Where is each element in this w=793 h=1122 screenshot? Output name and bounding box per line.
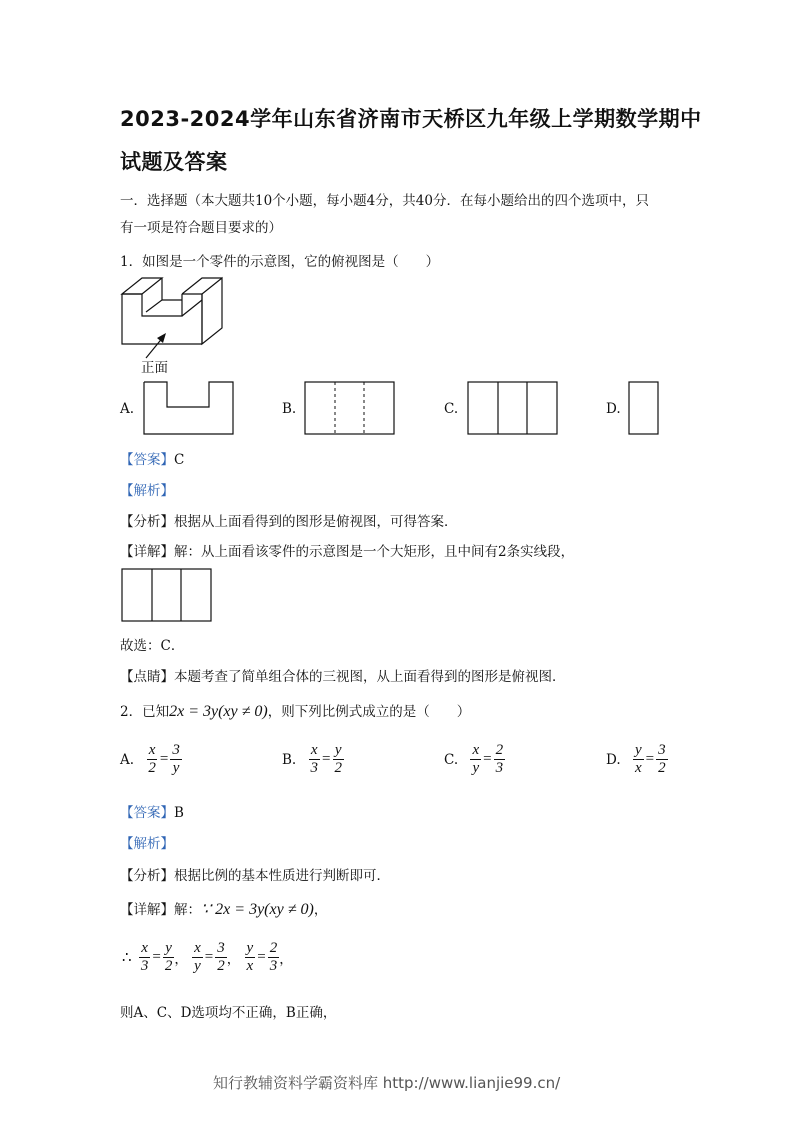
- option-c-label: C.: [444, 401, 459, 417]
- footer-watermark: 知行教辅资料学霸资料库 http://www.lianjie99.cn/: [213, 1074, 561, 1092]
- option-a-label: A.: [120, 401, 135, 417]
- q1-choice: 故选：C．: [120, 638, 185, 654]
- xiangjie-text: 解：从上面看该零件的示意图是一个大矩形，且中间有2条实线段，: [174, 544, 575, 560]
- fenxi-tag: 【分析】: [120, 514, 174, 530]
- page-title-continued: 试题及答案: [120, 150, 228, 174]
- q2-option-c: C. $\frac{x}{y}$ = $\frac{2}{3}$: [444, 742, 504, 776]
- option-label: D.: [606, 751, 621, 768]
- front-label: 正面: [141, 360, 168, 376]
- q2-analysis-tag: 【解析】: [120, 836, 174, 852]
- therefore-symbol: ∴: [122, 950, 132, 966]
- stem-prefix: 2．已知: [120, 704, 170, 720]
- fraction: $\frac{3}{2}$: [217, 940, 225, 974]
- option-d-label: D.: [606, 401, 621, 417]
- xiangjie-tag: 【详解】: [120, 902, 174, 918]
- fenxi-text: 根据比例的基本性质进行判断即可．: [174, 868, 390, 884]
- dianjing-text: 本题考查了简单组合体的三视图，从上面看得到的图形是俯视图．: [174, 669, 566, 685]
- option-d-figure: [628, 381, 660, 436]
- fraction: $\frac{x}{y}$: [194, 940, 201, 974]
- fraction: $\frac{y}{x}$: [246, 940, 254, 974]
- option-label: C.: [444, 751, 459, 768]
- question-1-stem: 1．如图是一个零件的示意图，它的俯视图是（ ）: [120, 254, 440, 270]
- fraction-left: $\frac{x}{3}$: [310, 742, 319, 776]
- dianjing-tag: 【点睛】: [120, 669, 174, 685]
- xiangjie-suffix: ，: [313, 902, 328, 918]
- part-diagram: [118, 276, 233, 356]
- stem-suffix: ，则下列比例式成立的是（ ）: [267, 704, 471, 720]
- option-b-figure: [304, 381, 396, 436]
- answer-value: B: [174, 805, 184, 821]
- section-heading-continued: 有一项是符合题目要求的）: [120, 220, 282, 236]
- fraction: $\frac{2}{3}$: [269, 940, 278, 974]
- q1-analysis-tag: 【解析】: [120, 483, 174, 499]
- q2-option-b: B. $\frac{x}{3}$ = $\frac{y}{2}$: [282, 742, 342, 776]
- fraction: $\frac{y}{2}$: [164, 940, 173, 974]
- xiangjie-equation: ∵ 2x = 3y(xy ≠ 0): [201, 901, 314, 918]
- fenxi-text: 根据从上面看得到的图形是俯视图，可得答案．: [174, 514, 458, 530]
- q1-answer: [120, 448, 184, 468]
- q2-xiangjie: [120, 898, 327, 919]
- fraction-right: $\frac{3}{y}$: [172, 742, 180, 776]
- fraction-left: $\frac{x}{y}$: [472, 742, 480, 776]
- fraction-left: $\frac{x}{2}$: [148, 742, 156, 776]
- option-label: A.: [120, 751, 135, 768]
- option-a-figure: [143, 381, 235, 436]
- page-title: 2023-2024学年山东省济南市天桥区九年级上学期数学期中: [120, 107, 702, 131]
- fenxi-tag: 【分析】: [120, 868, 174, 884]
- q2-conclusion: 则A、C、D选项均不正确，B正确，: [120, 1005, 337, 1021]
- fraction-left: $\frac{y}{x}$: [634, 742, 642, 776]
- q1-dianjing: [120, 665, 566, 685]
- q2-answer: [120, 801, 184, 821]
- answer-tag: 【答案】: [120, 452, 174, 468]
- option-label: B.: [282, 751, 297, 768]
- q2-option-d: D. $\frac{y}{x}$ = $\frac{3}{2}$: [606, 742, 666, 776]
- option-c-figure: [467, 381, 559, 436]
- q2-option-a: A. $\frac{x}{2}$ = $\frac{3}{y}$: [120, 742, 180, 776]
- q1-fenxi: [120, 510, 458, 530]
- q2-derived-ratios: ∴ $\frac{x}{3}$ = $\frac{y}{2}$ ， $\frac{x}{y}$ = $\frac{3}{2}$ ， $\frac{y}{x}$ = $\frac{2}{3}$ ，: [122, 940, 293, 974]
- fraction-right: $\frac{y}{2}$: [334, 742, 342, 776]
- q2-fenxi: [120, 864, 390, 884]
- question-2-stem: [120, 700, 470, 721]
- answer-tag: 【答案】: [120, 805, 174, 821]
- xiangjie-prefix: 解：: [174, 902, 201, 918]
- fraction-right: $\frac{2}{3}$: [495, 742, 504, 776]
- q1-xiangjie: [120, 540, 574, 560]
- solution-figure: [121, 568, 214, 623]
- stem-equation: 2x = 3y(xy ≠ 0): [169, 703, 268, 720]
- answer-value: C: [174, 452, 185, 468]
- option-b-label: B.: [282, 401, 297, 417]
- xiangjie-tag: 【详解】: [120, 544, 174, 560]
- fraction-right: $\frac{3}{2}$: [658, 742, 666, 776]
- fraction: $\frac{x}{3}$: [140, 940, 149, 974]
- section-heading: 一．选择题（本大题共10个小题，每小题4分，共40分．在每小题给出的四个选项中，只: [120, 193, 649, 209]
